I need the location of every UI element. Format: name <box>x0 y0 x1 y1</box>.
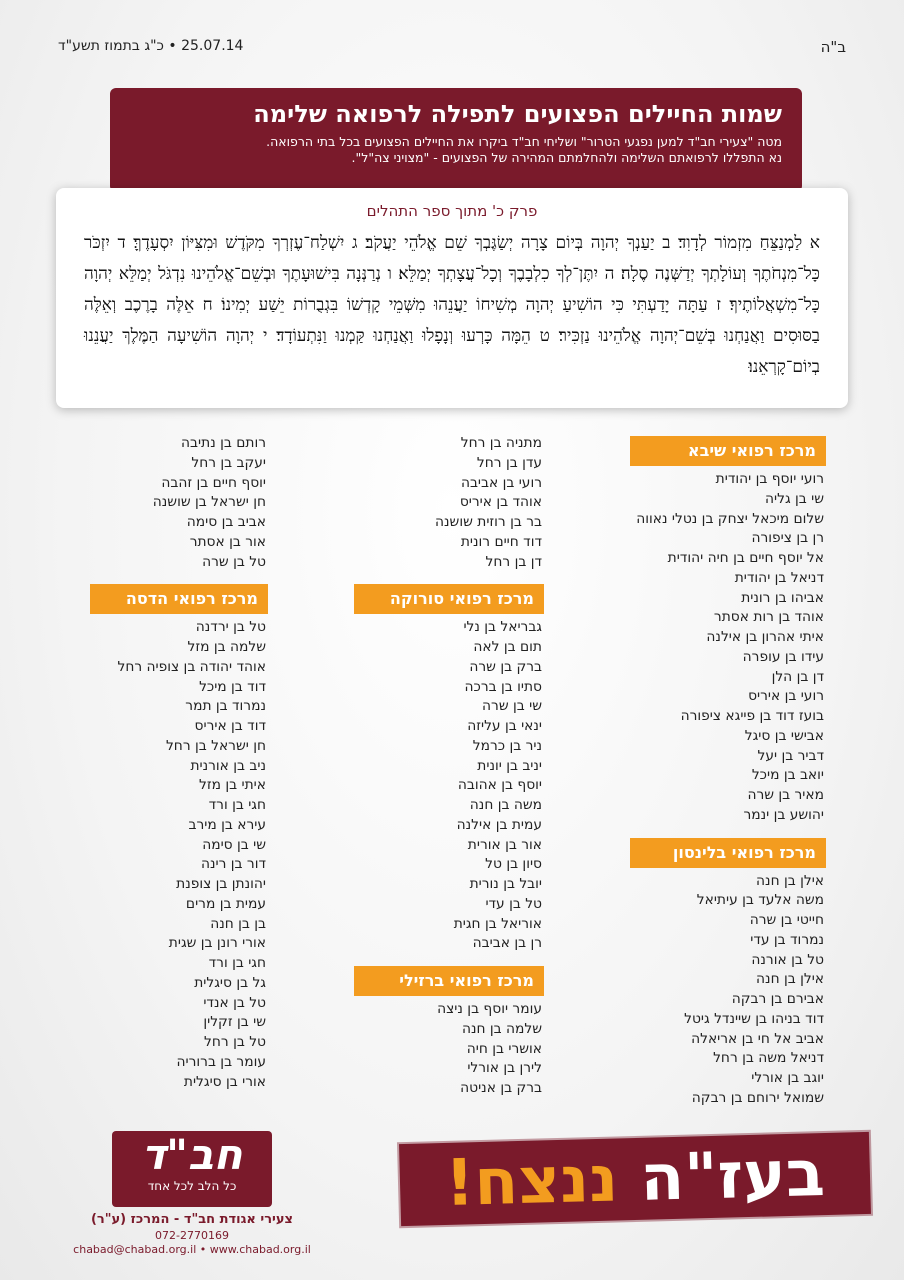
name-item: איתי בן מזל <box>199 777 266 794</box>
name-item: רותם בן נתיבה <box>181 435 266 451</box>
name-item: דוד בן איריס <box>194 718 266 734</box>
name-item: אושרי בן חיה <box>466 1040 542 1057</box>
org-phone: 072-2770169 <box>155 1229 229 1242</box>
name-item: יוגב בן אורלי <box>751 1070 824 1086</box>
name-item: אוהד בן רות אסתר <box>713 609 824 626</box>
name-item: רן בן אביבה <box>472 935 542 952</box>
name-item: אוהד בן איריס <box>459 494 542 511</box>
name-item: עמית בן מרים <box>185 895 266 912</box>
name-item: אילן בן חנה <box>756 971 824 988</box>
name-item: אילן בן חנה <box>756 872 824 889</box>
name-item: רועי יוסף בן יהודית <box>715 471 824 487</box>
section-header-hadassah: מרכז רפואי הדסה <box>90 584 268 614</box>
names-column-right <box>630 436 826 1109</box>
banner-line-1: מטה "צעירי חב"ד למען נפגעי הטרור" ושליחי חב"ד ביקרו את החיילים הפצועים בכל בתי הרפואה. <box>266 134 782 149</box>
section-header-barzilai: מרכז רפואי ברזילי <box>354 966 544 996</box>
name-item: טל בן ירדנה <box>195 619 266 636</box>
name-item: בן בן חנה <box>210 915 266 932</box>
banner-line-2: נא התפללו לרפואתם השלימה ולהחלמתם המהירה של הפצועים - "מצויני צה"ל". <box>351 150 782 165</box>
name-item: רן בן ציפורה <box>751 530 824 547</box>
name-item: עומר בן ברוריה <box>176 1053 266 1070</box>
name-item: דניאל בן יהודית <box>734 569 824 586</box>
name-item: דור בן רינה <box>201 856 266 873</box>
names-list-left-top <box>90 434 268 572</box>
name-item: אביב בן סימה <box>186 514 266 530</box>
name-item: ינאי בן עליזה <box>467 718 542 734</box>
name-item: שי בן זקלין <box>203 1014 266 1031</box>
name-item: יהושע בן ינמר <box>743 806 824 823</box>
names-list-middle-top <box>354 434 544 572</box>
name-item: שלמה בן מזל <box>187 639 266 655</box>
slogan-part-2: ננצח! <box>444 1142 620 1221</box>
name-item: יוסף חיים בן זהבה <box>161 474 266 491</box>
logo-text: חב"ד <box>141 1130 243 1179</box>
name-item: רועי בן אביבה <box>460 474 542 491</box>
chabad-logo <box>112 1131 272 1207</box>
name-item: שמואל ירוחם בן רבקה <box>691 1089 824 1106</box>
name-item: עירא בן מירב <box>188 816 266 833</box>
title-banner <box>110 88 802 192</box>
name-item: שי בן גליה <box>765 490 824 507</box>
name-item: אור בן אורית <box>467 836 542 853</box>
name-item: ברק בן אניטה <box>460 1080 542 1096</box>
psalm-title: פרק כ' מתוך ספר התהלים <box>366 202 538 220</box>
name-item: דניאל משה בן רחל <box>713 1050 824 1067</box>
org-name: צעירי אגודת חב"ד - המרכז (ע"ר) <box>90 1212 294 1227</box>
name-item: נמרוד בן עדי <box>750 931 824 948</box>
names-list-hadassah <box>90 618 268 1092</box>
section-header-soroka: מרכז רפואי סורוקה <box>354 584 544 614</box>
names-list-beilinson <box>630 872 826 1109</box>
name-item: אביב אל חי בן אריאלה <box>691 1030 824 1047</box>
psalm-card <box>56 188 848 408</box>
name-item: טל בן אנדי <box>203 994 266 1011</box>
name-item: אביהו בן רונית <box>741 589 824 606</box>
name-item: יוסף בן אהובה <box>457 777 542 794</box>
section-header-beilinson: מרכז רפואי בלינסון <box>630 838 826 868</box>
name-item: יואב בן מיכל <box>751 767 824 784</box>
name-item: אורי בן סיגלית <box>183 1073 266 1090</box>
name-item: חגי בן ורד <box>208 797 266 813</box>
name-item: דביר בן יעל <box>757 747 824 764</box>
names-column-left <box>90 434 268 1092</box>
slogan-part-1: בעז"ה <box>639 1137 826 1216</box>
name-item: בר בן רוזית שושנה <box>435 514 542 530</box>
name-item: אוריאל בן חגית <box>453 915 542 932</box>
name-item: בועז דוד בן פייגא ציפורה <box>680 708 824 724</box>
name-item: חגי בן ורד <box>208 955 266 971</box>
name-item: דן בן רחל <box>485 553 542 570</box>
name-item: דוד בניהו בן שיינדל גיטל <box>684 1010 824 1027</box>
name-item: דוד חיים רונית <box>460 533 542 550</box>
name-item: אור בן אסתר <box>189 533 266 550</box>
name-item: עדן בן רחל <box>476 454 542 471</box>
name-item: אורי רונן בן שגית <box>168 935 266 952</box>
names-list-barzilai <box>354 1000 544 1099</box>
name-item: גבריאל בן נלי <box>463 619 542 636</box>
name-item: דן בן הלן <box>771 668 824 685</box>
name-item: טל בן עדי <box>485 895 542 912</box>
name-item: עידו בן עופרה <box>742 648 824 665</box>
name-item: טל בן אורנה <box>751 951 824 968</box>
name-item: חן ישראל בן שושנה <box>152 494 266 511</box>
logo-tagline: כל הלב לכל אחד <box>147 1179 237 1193</box>
name-item: טל בן שרה <box>202 553 266 570</box>
name-item: נמרוד בן תמר <box>185 698 266 715</box>
name-item: משה בן חנה <box>469 797 542 813</box>
slogan-banner <box>399 1132 871 1226</box>
name-item: ניר בן כרמל <box>472 737 542 754</box>
name-item: גל בן סיגלית <box>194 974 266 991</box>
names-list-soroka <box>354 618 544 954</box>
name-item: ברק בן שרה <box>469 658 542 675</box>
name-item: תום בן לאה <box>473 639 542 655</box>
name-item: איתי אהרון בן אילנה <box>706 629 824 645</box>
org-contact: chabad@chabad.org.il • www.chabad.org.il <box>73 1243 311 1256</box>
name-item: חן ישראל בן רחל <box>165 737 266 754</box>
name-item: רועי בן איריס <box>748 688 824 705</box>
names-list-sheba <box>630 470 826 826</box>
name-item: שלום מיכאל יצחק בן נטלי נאווה <box>636 510 824 527</box>
name-item: שי בן סימה <box>202 836 266 853</box>
name-item: עמית בן אילנה <box>456 816 542 833</box>
names-column-middle <box>354 434 544 1099</box>
name-item: אוהד יהודה בן צופיה רחל <box>117 658 266 675</box>
name-item: ניב בן אורנית <box>190 757 266 774</box>
name-item: אבירם בן רבקה <box>731 991 824 1007</box>
name-item: מתניה בן רחל <box>460 435 542 451</box>
date-line: 25.07.14 • כ"ג בתמוז תשע"ד <box>58 38 244 54</box>
name-item: שי בן שרה <box>482 698 542 715</box>
name-item: טל בן רחל <box>204 1034 266 1050</box>
page-title: שמות החיילים הפצועים לתפילה לרפואה שלימה <box>253 100 782 128</box>
section-header-sheba: מרכז רפואי שיבא <box>630 436 826 466</box>
name-item: חייטי בן שרה <box>749 912 824 928</box>
name-item: אבישי בן סיגל <box>744 727 824 744</box>
name-item: יהונתן בן צופנת <box>176 876 266 892</box>
name-item: לירן בן אורלי <box>467 1060 542 1077</box>
name-item: סיון בן טל <box>485 856 542 873</box>
name-item: מאיר בן שרה <box>747 787 824 803</box>
name-item: עומר יוסף בן ניצה <box>437 1001 542 1017</box>
psalm-text: א לַמְנַצֵּחַ מִזְמוֹר לְדָוִד׃ ב יַעַנְךָ יְהוָה בְּיוֹם צָרָה יְשַׂגֶּבְךָ שֵׁם אֱלֹהֵי יַעֲקֹב׃ ג יִשְׁלַח־עֶזְרְךָ מִקֹּדֶשׁ וּמִצִּיּוֹן יִסְעָדֶךָּ׃ ד יִזְכֹּר כָּל־מִנְחֹתֶךָ וְעוֹלָתְךָ יְדַשְּׁנֶה סֶלָה׃ ה יִתֶּן־לְךָ כִלְבָבֶךָ וְכָל־עֲצָתְךָ יְמַלֵּא׃ ו נְרַנְּנָה בִּישׁוּעָתֶךָ וּבְשֵׁם־אֱלֹהֵינוּ נִדְגֹּל יְמַלֵּא יְהוָה כָּל־מִשְׁאֲלוֹתֶיךָ׃ ז עַתָּה יָדַעְתִּי כִּי הוֹשִׁיעַ יְהוָה מְשִׁיחוֹ יַעֲנֵהוּ מִשְּׁמֵי קָדְשׁוֹ בִּגְבֻרוֹת יֵשַׁע יְמִינוֹ׃ ח אֵלֶּה בָרֶכֶב וְאֵלֶּה בַסּוּסִים וַאֲנַחְנוּ בְּשֵׁם־יְהוָה אֱלֹהֵינוּ נַזְכִּיר׃ ט הֵמָּה כָּרְעוּ וְנָפָלוּ וַאֲנַחְנוּ קַּמְנוּ וַנִּתְעוֹדָד׃ י יְהוָה הוֹשִׁיעָה הַמֶּלֶךְ יַעֲנֵנוּ בְיוֹם־קָרְאֵנוּ׃ <box>84 233 820 377</box>
name-item: משה אלעד בן עיתיאל <box>696 892 824 909</box>
name-item: יעקב בן רחל <box>191 454 266 471</box>
name-item: אל יוסף חיים בן חיה יהודית <box>667 550 824 566</box>
name-item: דוד בן מיכל <box>199 678 266 695</box>
name-item: יובל בן נורית <box>469 876 542 892</box>
name-item: סתיו בן ברכה <box>464 678 542 695</box>
bsd-mark: ב"ה <box>820 38 846 56</box>
name-item: יניב בן יונית <box>477 757 542 774</box>
name-item: שלמה בן חנה <box>461 1020 542 1037</box>
